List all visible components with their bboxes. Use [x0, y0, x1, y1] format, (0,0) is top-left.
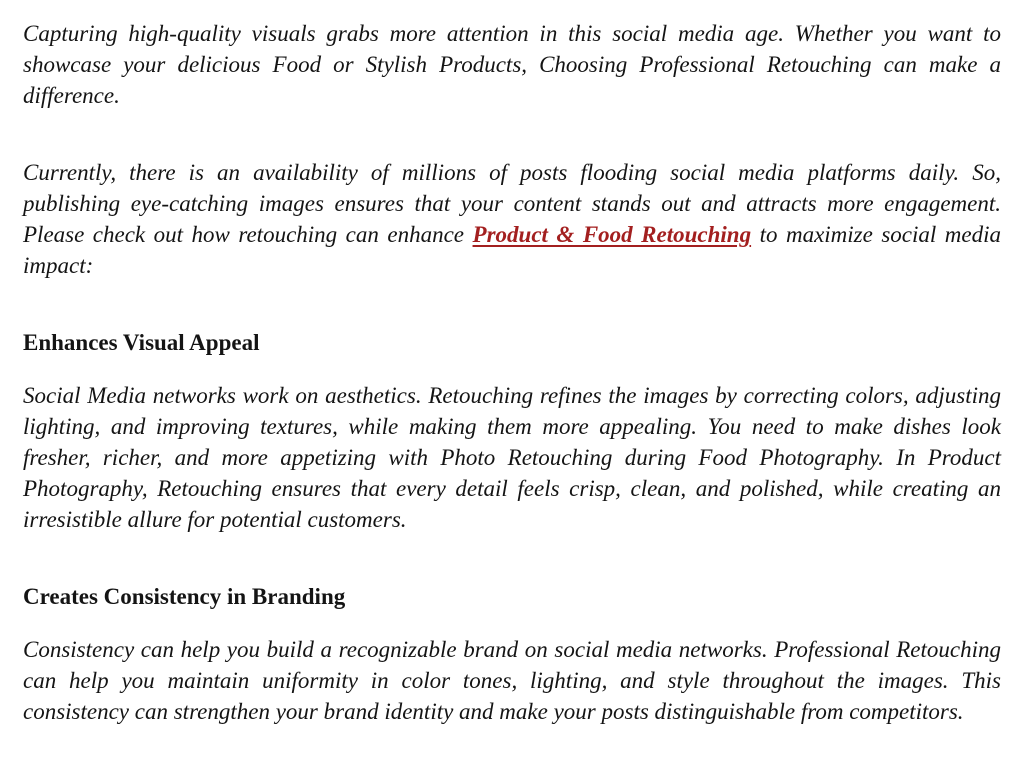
retouching-intro-text: Currently, there is an availability of millions of posts flooding social media platforms daily. So, publishing eye-catching images ensures that your content stands out and attracts more engagement. Please check out how retouching can enhance — [23, 160, 1001, 247]
section-heading-branding-consistency: Creates Consistency in Branding — [23, 584, 346, 609]
retouching-intro-paragraph — [23, 157, 1001, 281]
section-body-branding-consistency: Consistency can help you build a recognizable brand on social media networks. Professional Retouching can help you maintain uniformity in color tones, lighting, and style throughout the images. This consistency can strengthen your brand identity and make your posts distinguishable from competitors. — [23, 637, 1001, 724]
product-food-retouching-link[interactable]: Product & Food Retouching — [472, 222, 752, 247]
section-body-visual-appeal: Social Media networks work on aesthetics. Retouching refines the images by correcting colors, adjusting lighting, and improving textures, while making them more appealing. You need to make dishes look fresher, richer, and more appetizing with Photo Retouching during Food Photography. In Product Photography, Retouching ensures that every detail feels crisp, clean, and polished, while creating an irresistible allure for potential customers. — [23, 383, 1001, 532]
article-content — [23, 18, 1001, 727]
retouching-intro-text-end: to maximize social media impact: — [23, 222, 1001, 278]
intro-paragraph: Capturing high-quality visuals grabs more attention in this social media age. Whether you want to showcase your delicious Food or Stylish Products, Choosing Professional Retouching can make a difference. — [23, 21, 1001, 108]
section-heading-visual-appeal: Enhances Visual Appeal — [23, 330, 260, 355]
